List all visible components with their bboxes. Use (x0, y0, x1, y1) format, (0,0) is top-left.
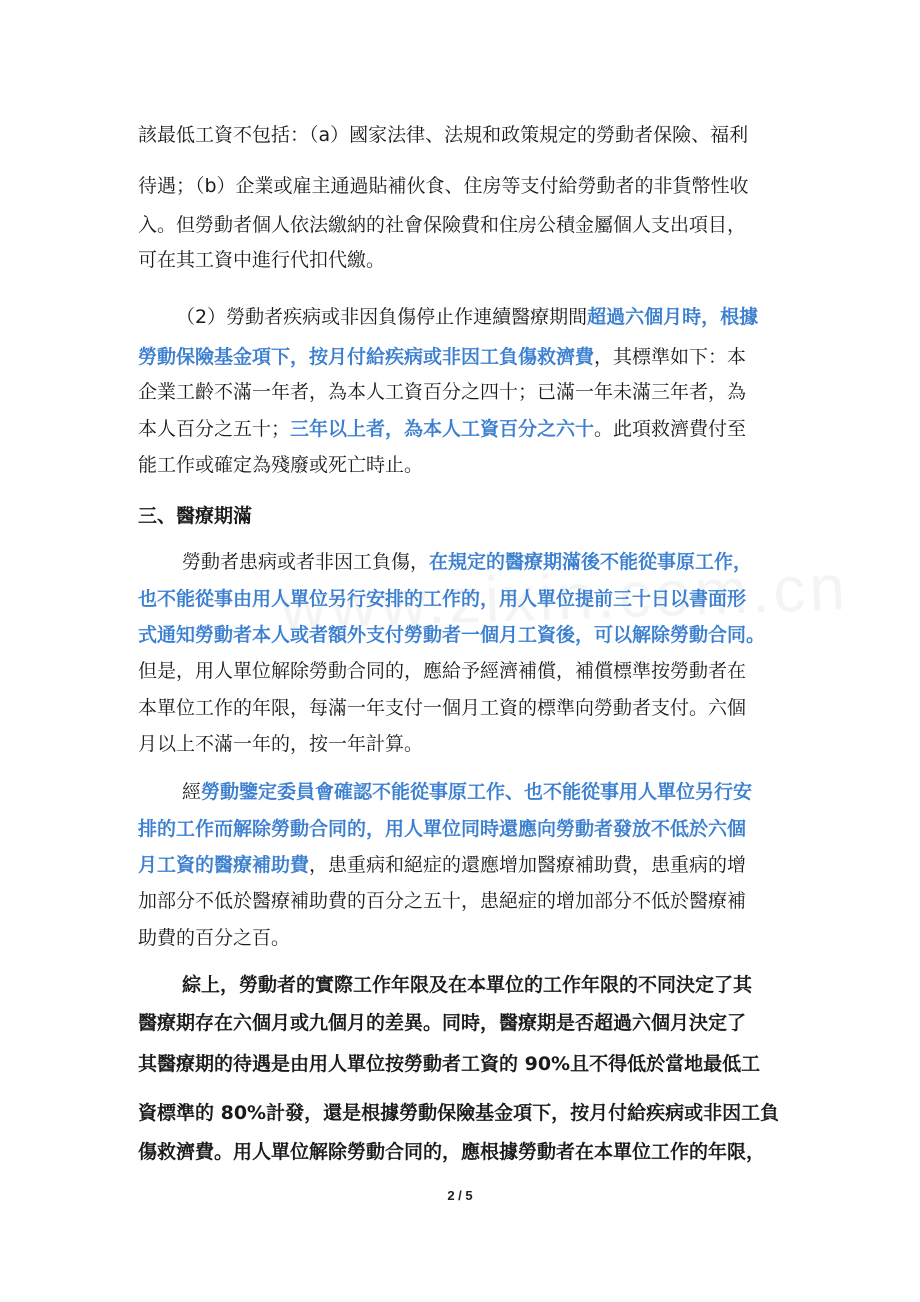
text-line (138, 852, 746, 878)
text-line: 待遇；（b）企業或雇主通過貼補伙食、住房等支付給勞動者的非貨幣性收 (138, 175, 749, 197)
highlight-line: 排的工作而解除勞動合同的，用人單位同時還應向勞動者發放不低於六個 (138, 818, 747, 840)
text-line (138, 344, 746, 370)
text-span: ，其標準如下：本 (594, 346, 747, 368)
text-span: 。此項救濟費付至 (594, 418, 747, 440)
text-span: ，患重病和絕症的還應增加醫療補助費，患重病的增 (309, 854, 747, 876)
text-line: 但是，用人單位解除勞動合同的，應給予經濟補償，補償標準按勞動者在 (138, 660, 747, 682)
section-heading: 三、醫療期滿 (138, 505, 253, 527)
text-line: 醫療期存在六個月或九個月的差異。同時，醫療期是否超過六個月決定了 (138, 1012, 747, 1034)
text-line (182, 549, 752, 575)
highlight-span: 勞動鑒定委員會確認不能從事原工作、也不能從事用人單位另行安 (201, 781, 753, 803)
highlight-line: 式通知勞動者本人或者額外支付勞動者一個月工資後，可以解除勞動合同。 (138, 624, 766, 646)
text-line (176, 304, 758, 330)
text-span: （2）勞動者疾病或非因負傷停止作連續醫療期間 (176, 306, 588, 328)
text-line: 本單位工作的年限，每滿一年支付一個月工資的標準向勞動者支付。六個 (138, 697, 747, 719)
text-line (182, 779, 752, 805)
highlight-span: 超過六個月時，根據 (587, 306, 759, 328)
text-line: 可在其工資中進行代扣代繳。 (138, 249, 386, 271)
text-line: 加部分不低於醫療補助費的百分之五十，患絕症的增加部分不低於醫療補 (138, 890, 747, 912)
text-line: 入。但勞動者個人依法繳納的社會保險費和住房公積金屬個人支出項目， (138, 214, 747, 236)
text-line: 助費的百分之百。 (138, 927, 291, 949)
text-line: 企業工齡不滿一年者，為本人工資百分之四十；已滿一年未滿三年者，為 (138, 381, 747, 403)
highlight-line: 也不能從事由用人單位另行安排的工作的，用人單位提前三十日以書面形 (138, 588, 747, 610)
highlight-span: 勞動保險基金項下，按月付給疾病或非因工負傷救濟費 (138, 346, 595, 368)
text-span: 本人百分之五十； (138, 418, 291, 440)
text-line: 傷救濟費。用人單位解除勞動合同的，應根據勞動者在本單位工作的年限， (138, 1141, 766, 1163)
highlight-span: 月工資的醫療補助費 (138, 854, 310, 876)
text-span: 勞動者患病或者非因工負傷， (182, 551, 430, 573)
highlight-span: 三年以上者，為本人工資百分之六十 (290, 418, 595, 440)
text-line: 綜上，勞動者的實際工作年限及在本單位的工作年限的不同決定了其 (182, 974, 753, 996)
text-span: 經 (182, 781, 202, 803)
text-line (138, 416, 746, 442)
text-line: 月以上不滿一年的，按一年計算。 (138, 733, 424, 755)
highlight-span: 在規定的醫療期滿後不能從事原工作， (429, 551, 753, 573)
text-line: 能工作或確定為殘廢或死亡時止。 (138, 454, 424, 476)
text-line: 資標準的 80%計發，還是根據勞動保險基金項下，按月付給疾病或非因工負 (138, 1102, 780, 1124)
text-line: 其醫療期的待遇是由用人單位按勞動者工資的 90%且不得低於當地最低工 (138, 1053, 761, 1075)
page-number: 2 / 5 (447, 1188, 473, 1203)
text-line: 該最低工資不包括：（a）國家法律、法規和政策規定的勞動者保險、福利 (138, 124, 749, 146)
